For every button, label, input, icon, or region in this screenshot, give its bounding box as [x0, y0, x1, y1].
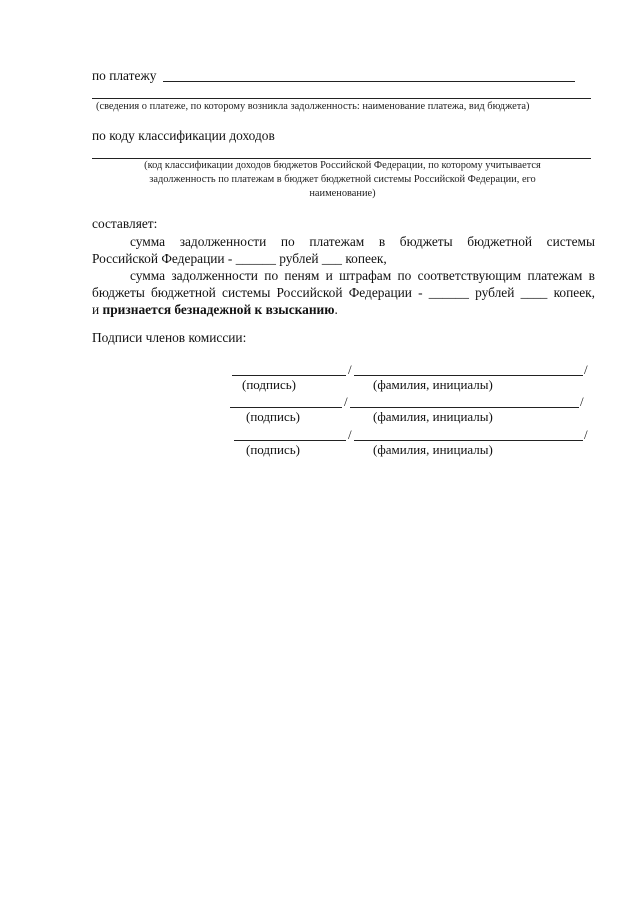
conclusion-bold: признается безнадежной к взысканию — [102, 302, 335, 317]
income-code-caption-line-2: задолженность по платежам в бюджет бюджетной системы Российской Федерации, его — [149, 174, 536, 185]
signature-field[interactable] — [230, 407, 342, 408]
debt-line-2: Российской Федерации - ______ рублей ___ копеек, — [92, 251, 387, 266]
signature-separator-end: / — [584, 362, 588, 377]
name-caption: (фамилия, инициалы) — [373, 377, 493, 392]
signature-separator: / — [348, 427, 352, 442]
debt-line-1: сумма задолженности по платежам в бюджеты бюджетной системы — [130, 234, 595, 249]
penalty-amount-paragraph — [92, 267, 595, 318]
penalty-line-2: бюджеты бюджетной системы Российской Федерации - ______ рублей ____ копеек, — [92, 285, 595, 300]
payment-field-line-2[interactable] — [92, 98, 591, 99]
signature-separator-end: / — [584, 427, 588, 442]
signature-caption: (подпись) — [246, 409, 300, 424]
signature-separator: / — [348, 362, 352, 377]
payment-caption: (сведения о платеже, по которому возникла задолженность: наименование платежа, вид бюджета) — [96, 101, 530, 112]
payment-label: по платежу — [92, 68, 157, 83]
name-field[interactable] — [354, 375, 583, 376]
payment-field-line[interactable] — [163, 81, 575, 82]
debt-amount-paragraph — [92, 233, 595, 267]
signature-separator-end: / — [580, 394, 584, 409]
signature-field[interactable] — [234, 440, 346, 441]
name-caption: (фамилия, инициалы) — [373, 442, 493, 457]
income-code-caption-line-1: (код классификации доходов бюджетов Российской Федерации, по которому учитывается — [144, 160, 541, 171]
signatures-heading: Подписи членов комиссии: — [92, 330, 247, 345]
conclusion-suffix: . — [334, 302, 338, 317]
conclusion-line — [92, 301, 595, 318]
penalty-line-1: сумма задолженности по пеням и штрафам по соответствующим платежам в — [130, 268, 595, 283]
signature-field[interactable] — [232, 375, 346, 376]
signature-caption: (подпись) — [242, 377, 296, 392]
income-code-label: по коду классификации доходов — [92, 128, 275, 143]
income-code-caption-line-3: наименование) — [309, 188, 376, 199]
name-caption: (фамилия, инициалы) — [373, 409, 493, 424]
signature-caption: (подпись) — [246, 442, 300, 457]
amounts-intro: составляет: — [92, 216, 158, 231]
conclusion-prefix: и — [92, 302, 103, 317]
name-field[interactable] — [354, 440, 583, 441]
name-field[interactable] — [350, 407, 579, 408]
signature-separator: / — [344, 394, 348, 409]
